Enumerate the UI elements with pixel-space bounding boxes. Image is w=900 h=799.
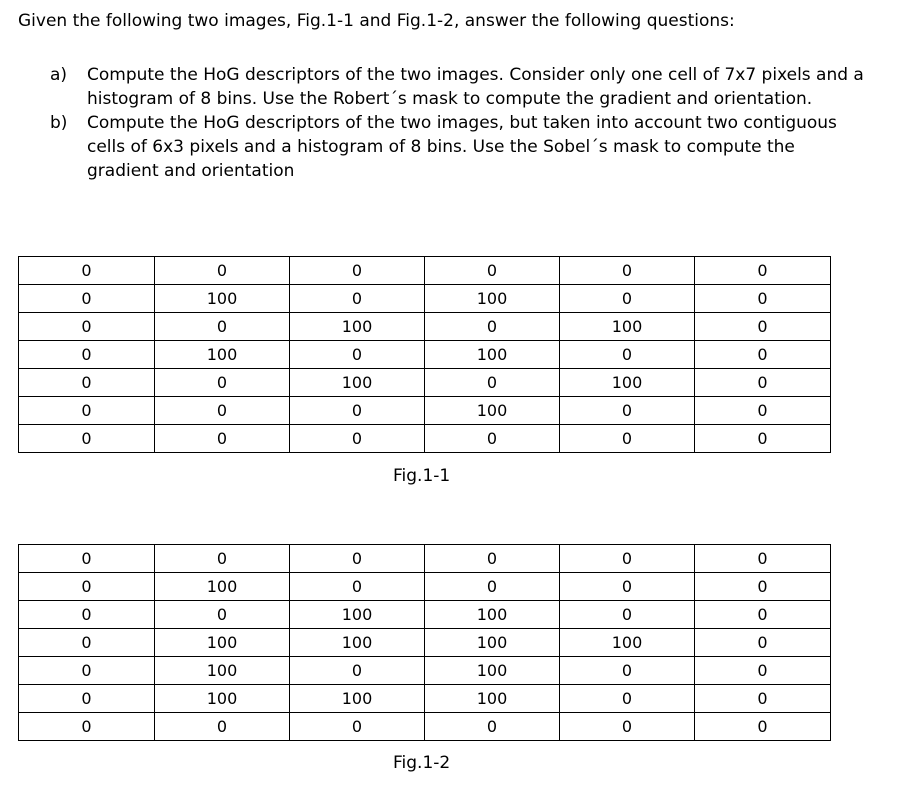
table-cell: 100	[155, 685, 290, 713]
question-list	[50, 63, 870, 183]
table-cell: 0	[425, 369, 560, 397]
table-cell: 0	[695, 573, 831, 601]
fig1-table	[18, 256, 831, 453]
table-cell: 0	[695, 397, 831, 425]
table-cell: 0	[155, 257, 290, 285]
table-row	[19, 285, 831, 313]
table-cell: 0	[19, 629, 155, 657]
table-cell: 0	[695, 713, 831, 741]
table-cell: 0	[290, 713, 425, 741]
table-cell: 100	[155, 629, 290, 657]
table-cell: 0	[695, 369, 831, 397]
table-cell: 100	[425, 685, 560, 713]
table-cell: 0	[290, 397, 425, 425]
table-cell: 0	[560, 257, 695, 285]
question-b-text: Compute the HoG descriptors of the two images, but taken into account two contiguous cells of 6x3 pixels and a histogram of 8 bins. Use the Sobel´s mask to compute the gradient and orientation	[87, 113, 837, 181]
table-cell: 0	[695, 257, 831, 285]
table-cell: 0	[560, 685, 695, 713]
table-cell: 0	[695, 629, 831, 657]
table-cell: 0	[425, 713, 560, 741]
table-cell: 0	[425, 545, 560, 573]
table-cell: 100	[560, 629, 695, 657]
table-cell: 0	[560, 341, 695, 369]
table-cell: 0	[425, 425, 560, 453]
table-cell: 0	[560, 285, 695, 313]
table-cell: 0	[155, 425, 290, 453]
table-cell: 100	[155, 285, 290, 313]
table-cell: 0	[19, 313, 155, 341]
table-cell: 0	[155, 713, 290, 741]
table-cell: 100	[155, 657, 290, 685]
table-cell: 0	[695, 685, 831, 713]
table-cell: 0	[560, 601, 695, 629]
table-cell: 0	[19, 369, 155, 397]
table-cell: 0	[560, 397, 695, 425]
table-cell: 100	[290, 629, 425, 657]
table-row	[19, 629, 831, 657]
fig2-caption: Fig.1-2	[393, 753, 451, 773]
table-row	[19, 657, 831, 685]
table-cell: 0	[19, 657, 155, 685]
table-cell: 0	[695, 285, 831, 313]
table-cell: 100	[290, 685, 425, 713]
table-cell: 0	[695, 341, 831, 369]
table-row	[19, 397, 831, 425]
table-cell: 0	[560, 425, 695, 453]
table-cell: 100	[290, 601, 425, 629]
table-cell: 100	[425, 285, 560, 313]
table-cell: 100	[155, 573, 290, 601]
table-cell: 0	[155, 545, 290, 573]
question-a-text: Compute the HoG descriptors of the two images. Consider only one cell of 7x7 pixels and a histogram of 8 bins. Use the Robert´s mask to compute the gradient and orientation.	[87, 65, 864, 109]
table-cell: 0	[155, 369, 290, 397]
table-cell: 0	[290, 285, 425, 313]
table-cell: 0	[19, 573, 155, 601]
table-cell: 0	[560, 545, 695, 573]
table-cell: 100	[290, 369, 425, 397]
fig1-caption: Fig.1-1	[393, 466, 451, 486]
table-cell: 100	[425, 397, 560, 425]
table-cell: 0	[155, 397, 290, 425]
table-cell: 0	[560, 713, 695, 741]
table-cell: 100	[425, 629, 560, 657]
table-cell: 0	[290, 545, 425, 573]
table-row	[19, 545, 831, 573]
table-cell: 0	[19, 713, 155, 741]
table-cell: 100	[425, 657, 560, 685]
table-cell: 0	[19, 285, 155, 313]
table-cell: 0	[290, 657, 425, 685]
table-cell: 0	[290, 573, 425, 601]
table-row	[19, 341, 831, 369]
table-cell: 0	[695, 313, 831, 341]
table-cell: 0	[695, 657, 831, 685]
table-cell: 100	[425, 601, 560, 629]
table-cell: 0	[19, 397, 155, 425]
table-row	[19, 425, 831, 453]
question-b	[50, 111, 870, 183]
table-cell: 0	[290, 341, 425, 369]
table-cell: 0	[560, 657, 695, 685]
question-a-letter: a)	[50, 65, 68, 85]
table-cell: 0	[695, 425, 831, 453]
table-cell: 0	[425, 257, 560, 285]
table-cell: 0	[155, 601, 290, 629]
question-b-letter: b)	[50, 113, 68, 133]
table-cell: 0	[290, 257, 425, 285]
table-cell: 100	[155, 341, 290, 369]
table-row	[19, 369, 831, 397]
table-cell: 100	[290, 313, 425, 341]
table-cell: 0	[425, 573, 560, 601]
table-cell: 0	[695, 601, 831, 629]
fig2-table	[18, 544, 831, 741]
table-cell: 0	[560, 573, 695, 601]
table-row	[19, 601, 831, 629]
table-cell: 0	[425, 313, 560, 341]
table-cell: 0	[19, 685, 155, 713]
table-cell: 0	[19, 257, 155, 285]
table-cell: 0	[155, 313, 290, 341]
table-cell: 100	[560, 369, 695, 397]
table-cell: 100	[425, 341, 560, 369]
question-a	[50, 63, 870, 111]
table-row	[19, 573, 831, 601]
table-cell: 0	[19, 601, 155, 629]
intro-text: Given the following two images, Fig.1-1 and Fig.1-2, answer the following questions:	[18, 11, 735, 31]
table-row	[19, 713, 831, 741]
table-row	[19, 257, 831, 285]
table-cell: 0	[19, 545, 155, 573]
table-cell: 0	[19, 341, 155, 369]
table-cell: 0	[290, 425, 425, 453]
table-row	[19, 313, 831, 341]
table-row	[19, 685, 831, 713]
table-cell: 100	[560, 313, 695, 341]
table-cell: 0	[19, 425, 155, 453]
table-cell: 0	[695, 545, 831, 573]
